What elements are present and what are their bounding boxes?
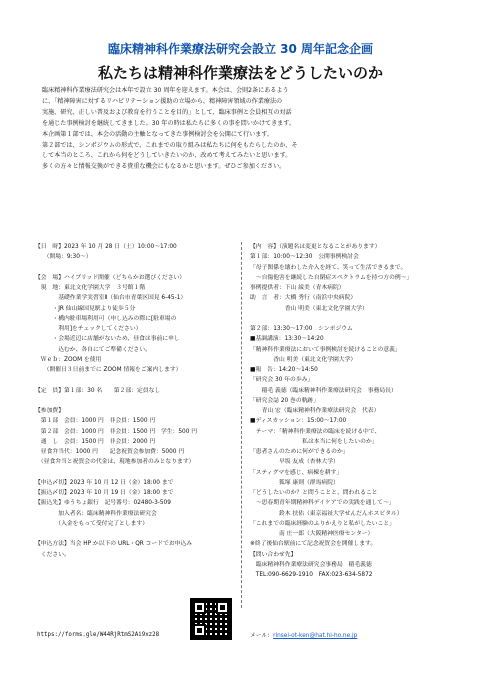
email-label: メール： xyxy=(250,633,274,639)
qr-code-icon[interactable] xyxy=(190,598,232,640)
intro-paragraph: 臨床精神科作業療法研究会は本年で設立 30 周年を迎えます。本会は、会則2条にあるよう に、「精神障害に対するリハビリテーション援助の立場から、精神障害領域の作業療法の 実施、研究、正しい普及および教育を行うことを目的」として、臨床事例と会員相互の対話 を通じた事例検討を継続してきました。30 年の時は私たちに多くの事を問いかけてきます。 本企画第１部では、本会の活動の主軸となってきた事例検討会を公開にて行います。 第２部では、シンポジウムの形式で、これまでの取り組みは私たちに何をもたらしたのか、そ して本当のところ、これから何をどうしていきたいのか、改めて考えてみたいと思います。 多くの方々と情報交換ができる貴重な機会にもなるかと思います。ぜひご参加ください。 xyxy=(42,87,298,171)
contact-email-row xyxy=(250,630,357,639)
contact-email-link[interactable]: rinsei-ot-ken@hat.hi-ho.ne.jp xyxy=(273,633,358,639)
registration-url-link[interactable]: https://forms.gle/W44RjRtmS2Ai9xz28 xyxy=(37,632,160,638)
program-content-column: 【内 容】（演題名は変更となることがあります） 第１部：10:00～12:30 公開事例検討会 「母子関係を壊わした介入を経て、笑って生活できるまで。 ～自傷他害を継続した自閉症スペクトラムを持つ方の例～」 事例提供者：下山 綾美（青木病院） 助 言 者：大橋 秀行（南浜中央病院） 香山 明美（東北文化学園大学） 第２部：13:30～17:00 シンポジウム ■基調講演：13:30～14:20 「精神科作業療法において事例検討を続けることの意義」 香山 明美（東北文化学園大学） ■報 告：14:20～14:50 「研究会 30 年の歩み」 稲毛 義徳（臨床精神科作業療法研究会 事務局長） 「研究会誌 20 巻の軌跡」 青山 宏（臨床精神科作業療法研究会 代表） ■ディスカッション：15:00～17:00 テーマ：「精神科作業療法の臨床を続ける中で、 私は本当に何をしたいのか」 「患者さんのために何ができるのか」 早坂 友成（杏林大学） 「スティグマを感じ、病棟を耕す」 狐塚 康則（群馬病院） 「どうしたいのか？と問うことと、問われること ～思春期青年期精神科デイケアでの実践を通して～」 鈴木 扶佑（東京福祉大学せんだんホスピタル） 「これまでの臨床経験のふりかえりと私がしたいこと」 南 庄一郎（大阪精神医療センター） ※終了後仙台駅前にて記念祝賀会を開催します。 【問い合わせ先】 臨床精神科作業療法研究会事務局 稲毛義徳 TEL:090-6629-1910 FAX:023-634-5872 xyxy=(250,244,413,578)
column-divider xyxy=(241,242,243,608)
event-subtitle: 私たちは精神科作業療法をどうしたいのか xyxy=(97,64,383,82)
event-details-column: 【日 時】2023 年 10 月 28 日（土）10:00～17:00 （開場：9:30～） 【会 場】ハイブリッド開催（どちらかお選びください） 現 地：東北文化学園大学 ３号館１階 基礎作業学実習室Ⅱ（仙台市青葉区国見 6-45-1） ・JR 仙山線国見駅より徒歩５分 ・構内駐車場利用可（申し込みの際に[駐車場の 利用]をチェックしてください） ・会場近辺に店舗がないため、昼食は事前に申し 込むか、各自にてご準備ください。 Ｗｅｂ：ZOOM を使用 （開催日３日前までに ZOOM 情報をご案内します） 【定 員】第１部：30 名 第２部：定員なし 【参加費】 第１部 会員：1000 円 非会員：1500 円 第２部 会員：1000 円 非会員：1500 円 学生：500 円 通 し 会員：1500 円 非会員：2000 円 昼食弁当代：1000 円 記念祝賀会参加費：5000 円 （昼食弁当と祝賀会の代金は、現地参加者のみとなります） 【申込〆切】2023 年 10 月 12 日（金）18:00 まで 【振込〆切】2023 年 10 月 19 日（金）18:00 まで 【振込先】ゆうちょ銀行 記号番号：02480-3-509 加入者名：臨床精神科作業療法研究会 （入金をもって受付完了とします） 【申込方法】当会 HP か以下の URL・QR コードでお申込み ください。 xyxy=(35,244,198,558)
event-title: 臨床精神科作業療法研究会設立 30 周年記念企画 xyxy=(107,42,374,56)
